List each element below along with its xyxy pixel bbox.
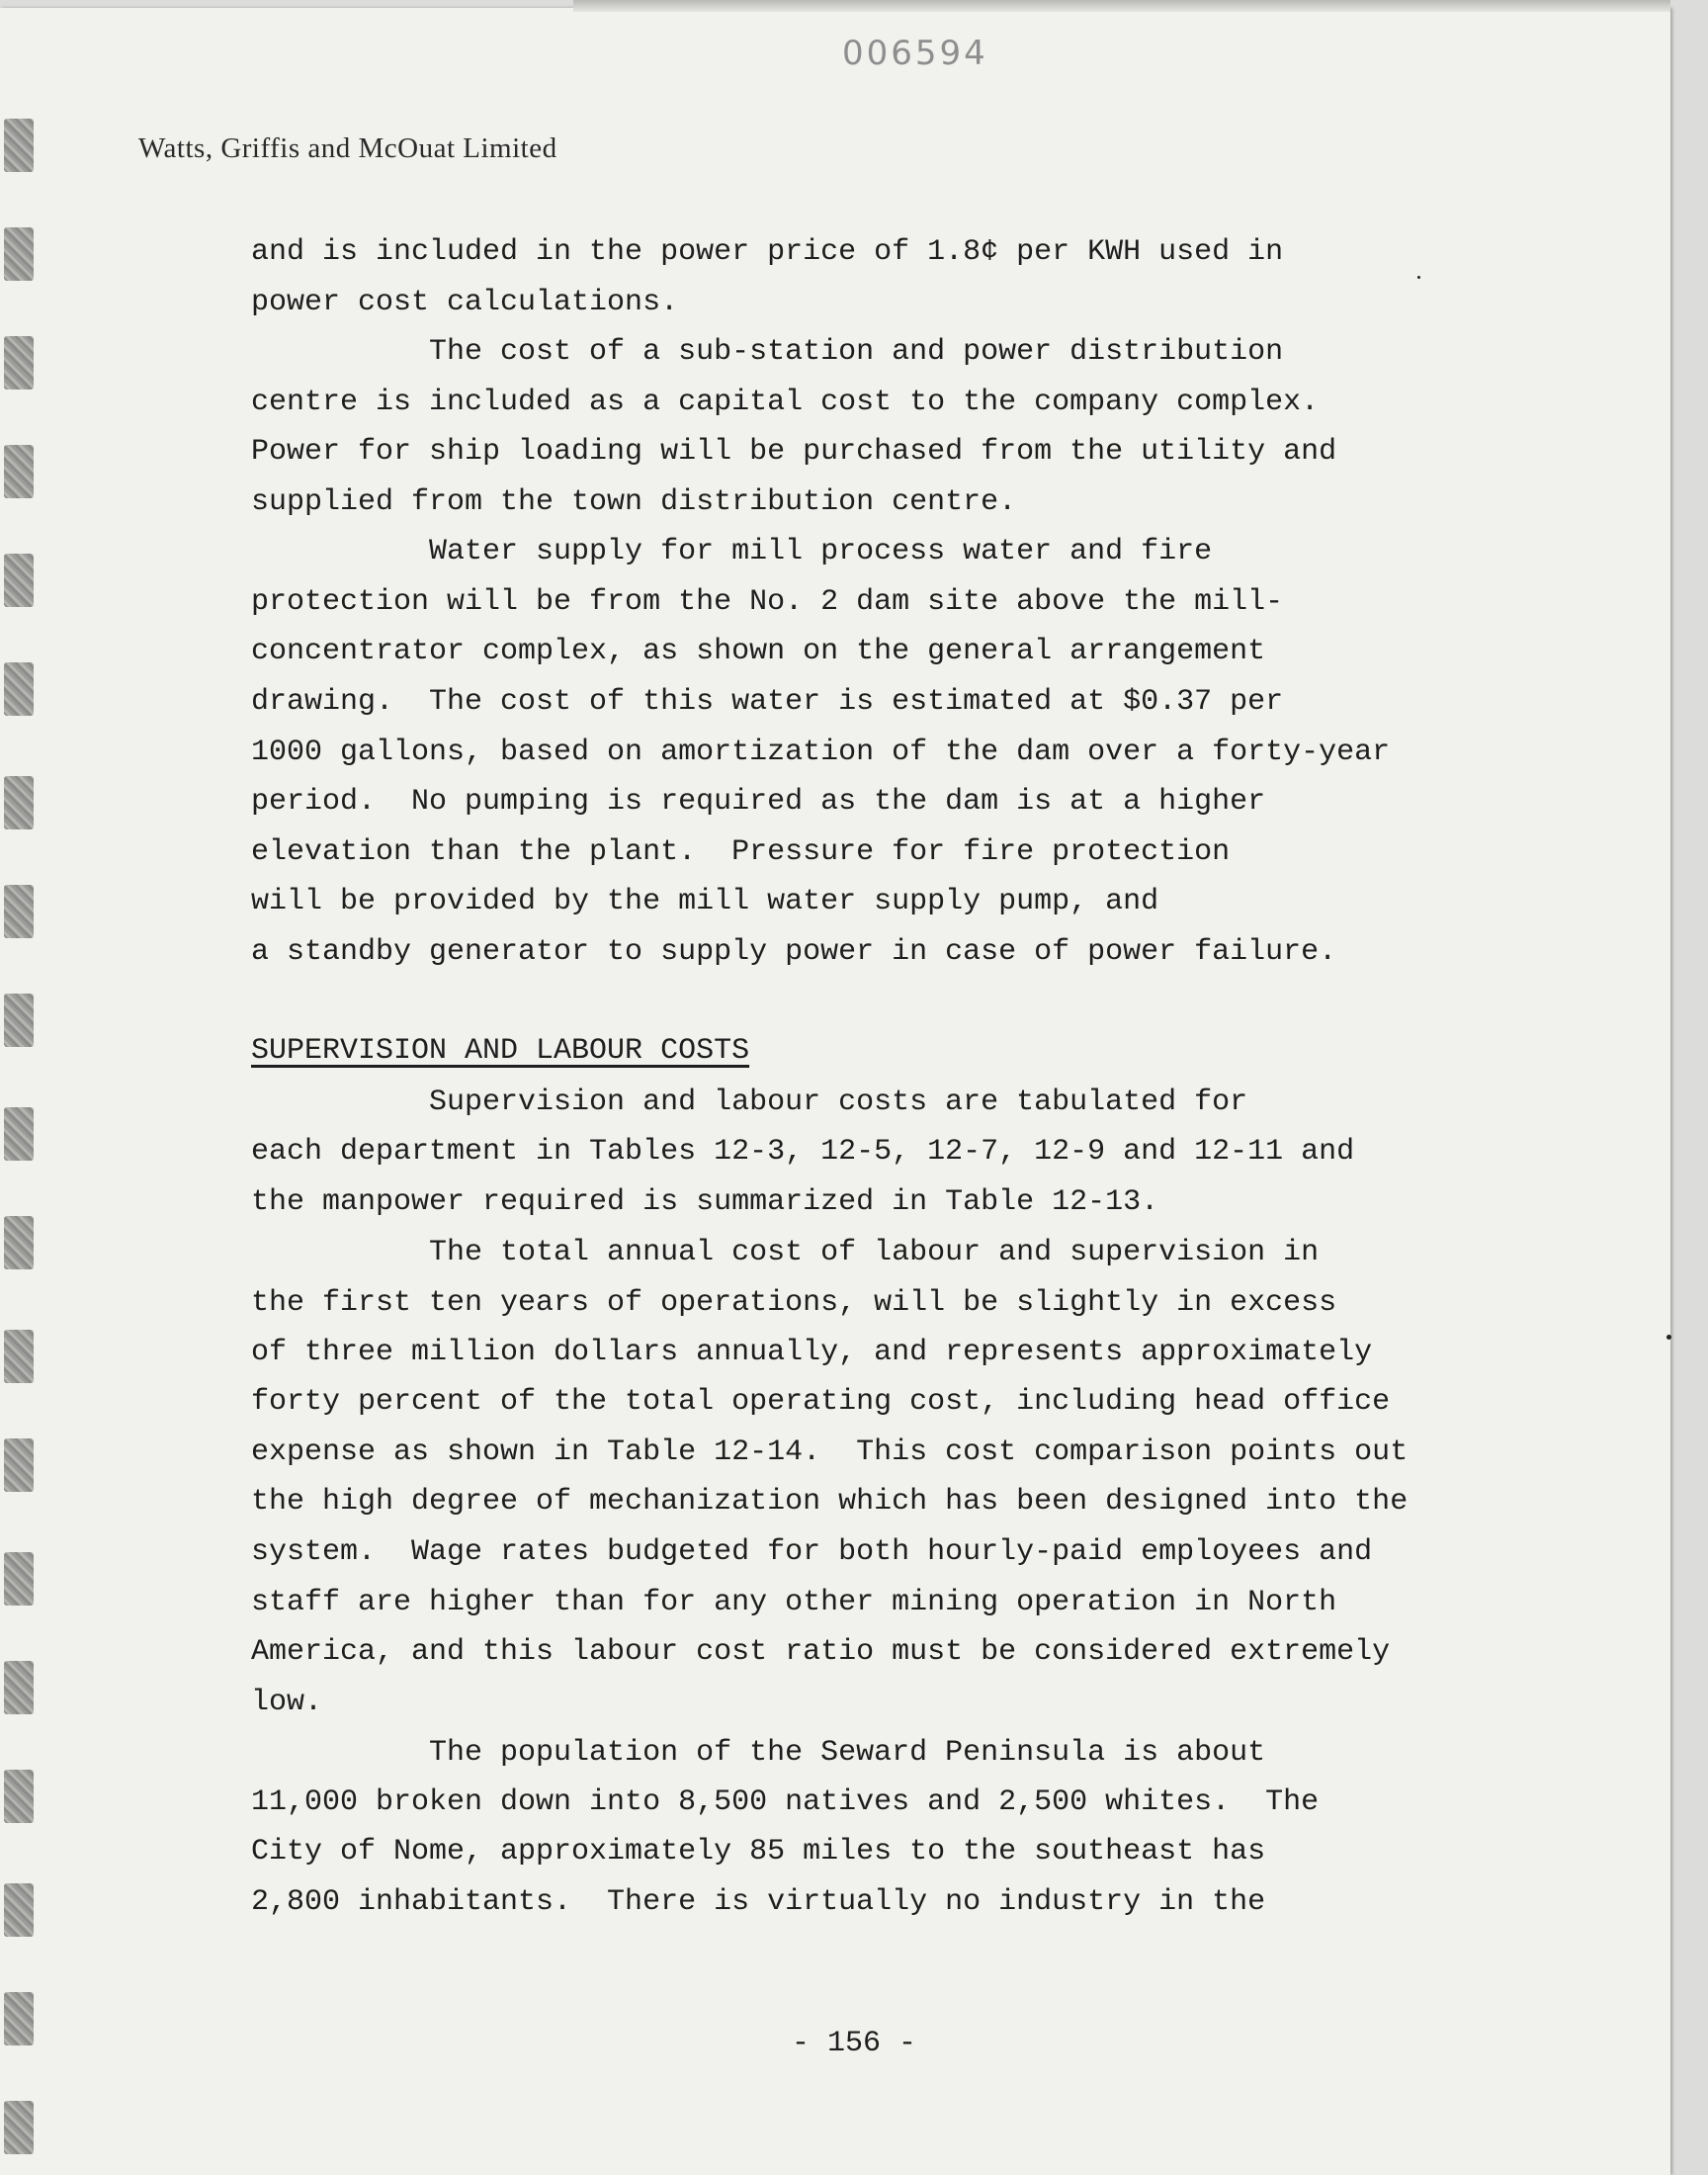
text-line: 11,000 broken down into 8,500 natives and 2,500 whites. The	[251, 1785, 1320, 1819]
binding-ring	[4, 994, 34, 1047]
binding-ring	[4, 1330, 34, 1383]
text-line: 2,800 inhabitants. There is virtually no industry in the	[251, 1885, 1266, 1919]
text-line: power cost calculations.	[251, 286, 679, 319]
text-line: Supervision and labour costs are tabulated for	[251, 1086, 1248, 1119]
text-line: will be provided by the mill water supply pump, and	[251, 885, 1159, 918]
binding-ring	[4, 445, 34, 498]
text-line: America, and this labour cost ratio must be considered extremely	[251, 1635, 1391, 1669]
binding-ring	[4, 885, 34, 938]
text-line: centre is included as a capital cost to the company complex.	[251, 386, 1320, 419]
text-line: staff are higher than for any other mining operation in North	[251, 1586, 1337, 1619]
text-line: The population of the Seward Peninsula is about	[251, 1736, 1266, 1770]
text-line: concentrator complex, as shown on the general arrangement	[251, 635, 1266, 668]
letterhead: Watts, Griffis and McOuat Limited	[138, 132, 557, 164]
text-line: elevation than the plant. Pressure for fire protection	[251, 835, 1231, 869]
text-line: the high degree of mechanization which has been designed into the	[251, 1485, 1409, 1519]
binding-ring	[4, 554, 34, 607]
spiral-binding	[0, 0, 47, 2175]
text-line: forty percent of the total operating cost, including head office	[251, 1385, 1391, 1419]
binding-ring	[4, 776, 34, 829]
text-line: of three million dollars annually, and represents approximately	[251, 1336, 1373, 1369]
binding-ring	[4, 1770, 34, 1823]
binding-ring	[4, 1107, 34, 1161]
text-line: the manpower required is summarized in Table 12-13.	[251, 1185, 1159, 1219]
binding-ring	[4, 662, 34, 716]
text-line: Water supply for mill process water and fire	[251, 535, 1213, 568]
page-top-edge	[573, 0, 1670, 12]
text-line: City of Nome, approximately 85 miles to the southeast has	[251, 1835, 1266, 1869]
document-stamp-number: 006594	[842, 34, 988, 73]
binding-ring	[4, 1438, 34, 1492]
text-line: system. Wage rates budgeted for both hourly-paid employees and	[251, 1535, 1373, 1569]
text-line: protection will be from the No. 2 dam site above the mill-	[251, 585, 1284, 619]
page-number: - 156 -	[791, 2027, 917, 2060]
text-line: and is included in the power price of 1.8¢ per KWH used in	[251, 235, 1284, 269]
text-line: each department in Tables 12-3, 12-5, 12-7, 12-9 and 12-11 and	[251, 1135, 1355, 1169]
text-line: drawing. The cost of this water is estimated at $0.37 per	[251, 685, 1284, 719]
binding-ring	[4, 119, 34, 172]
text-line: Power for ship loading will be purchased from the utility and	[251, 435, 1337, 469]
binding-ring	[4, 2101, 34, 2154]
text-line: supplied from the town distribution centre.	[251, 485, 1017, 519]
scan-speck	[1666, 1335, 1671, 1340]
binding-ring	[4, 1661, 34, 1714]
text-line: 1000 gallons, based on amortization of the dam over a forty-year	[251, 736, 1391, 769]
text-line: a standby generator to supply power in case of power failure.	[251, 935, 1337, 969]
binding-ring	[4, 1552, 34, 1606]
text-line: The cost of a sub-station and power distribution	[251, 335, 1284, 369]
text-line: the first ten years of operations, will be slightly in excess	[251, 1286, 1337, 1320]
section-heading: SUPERVISION AND LABOUR COSTS	[251, 1034, 750, 1068]
binding-ring	[4, 336, 34, 390]
binding-ring	[4, 227, 34, 281]
text-line: low.	[251, 1686, 323, 1719]
text-line: period. No pumping is required as the dam is at a higher	[251, 785, 1266, 819]
scan-speck	[1417, 276, 1420, 279]
text-line: The total annual cost of labour and supervision in	[251, 1236, 1320, 1269]
binding-ring	[4, 1883, 34, 1937]
binding-ring	[4, 1216, 34, 1269]
text-line: expense as shown in Table 12-14. This cost comparison points out	[251, 1436, 1409, 1469]
